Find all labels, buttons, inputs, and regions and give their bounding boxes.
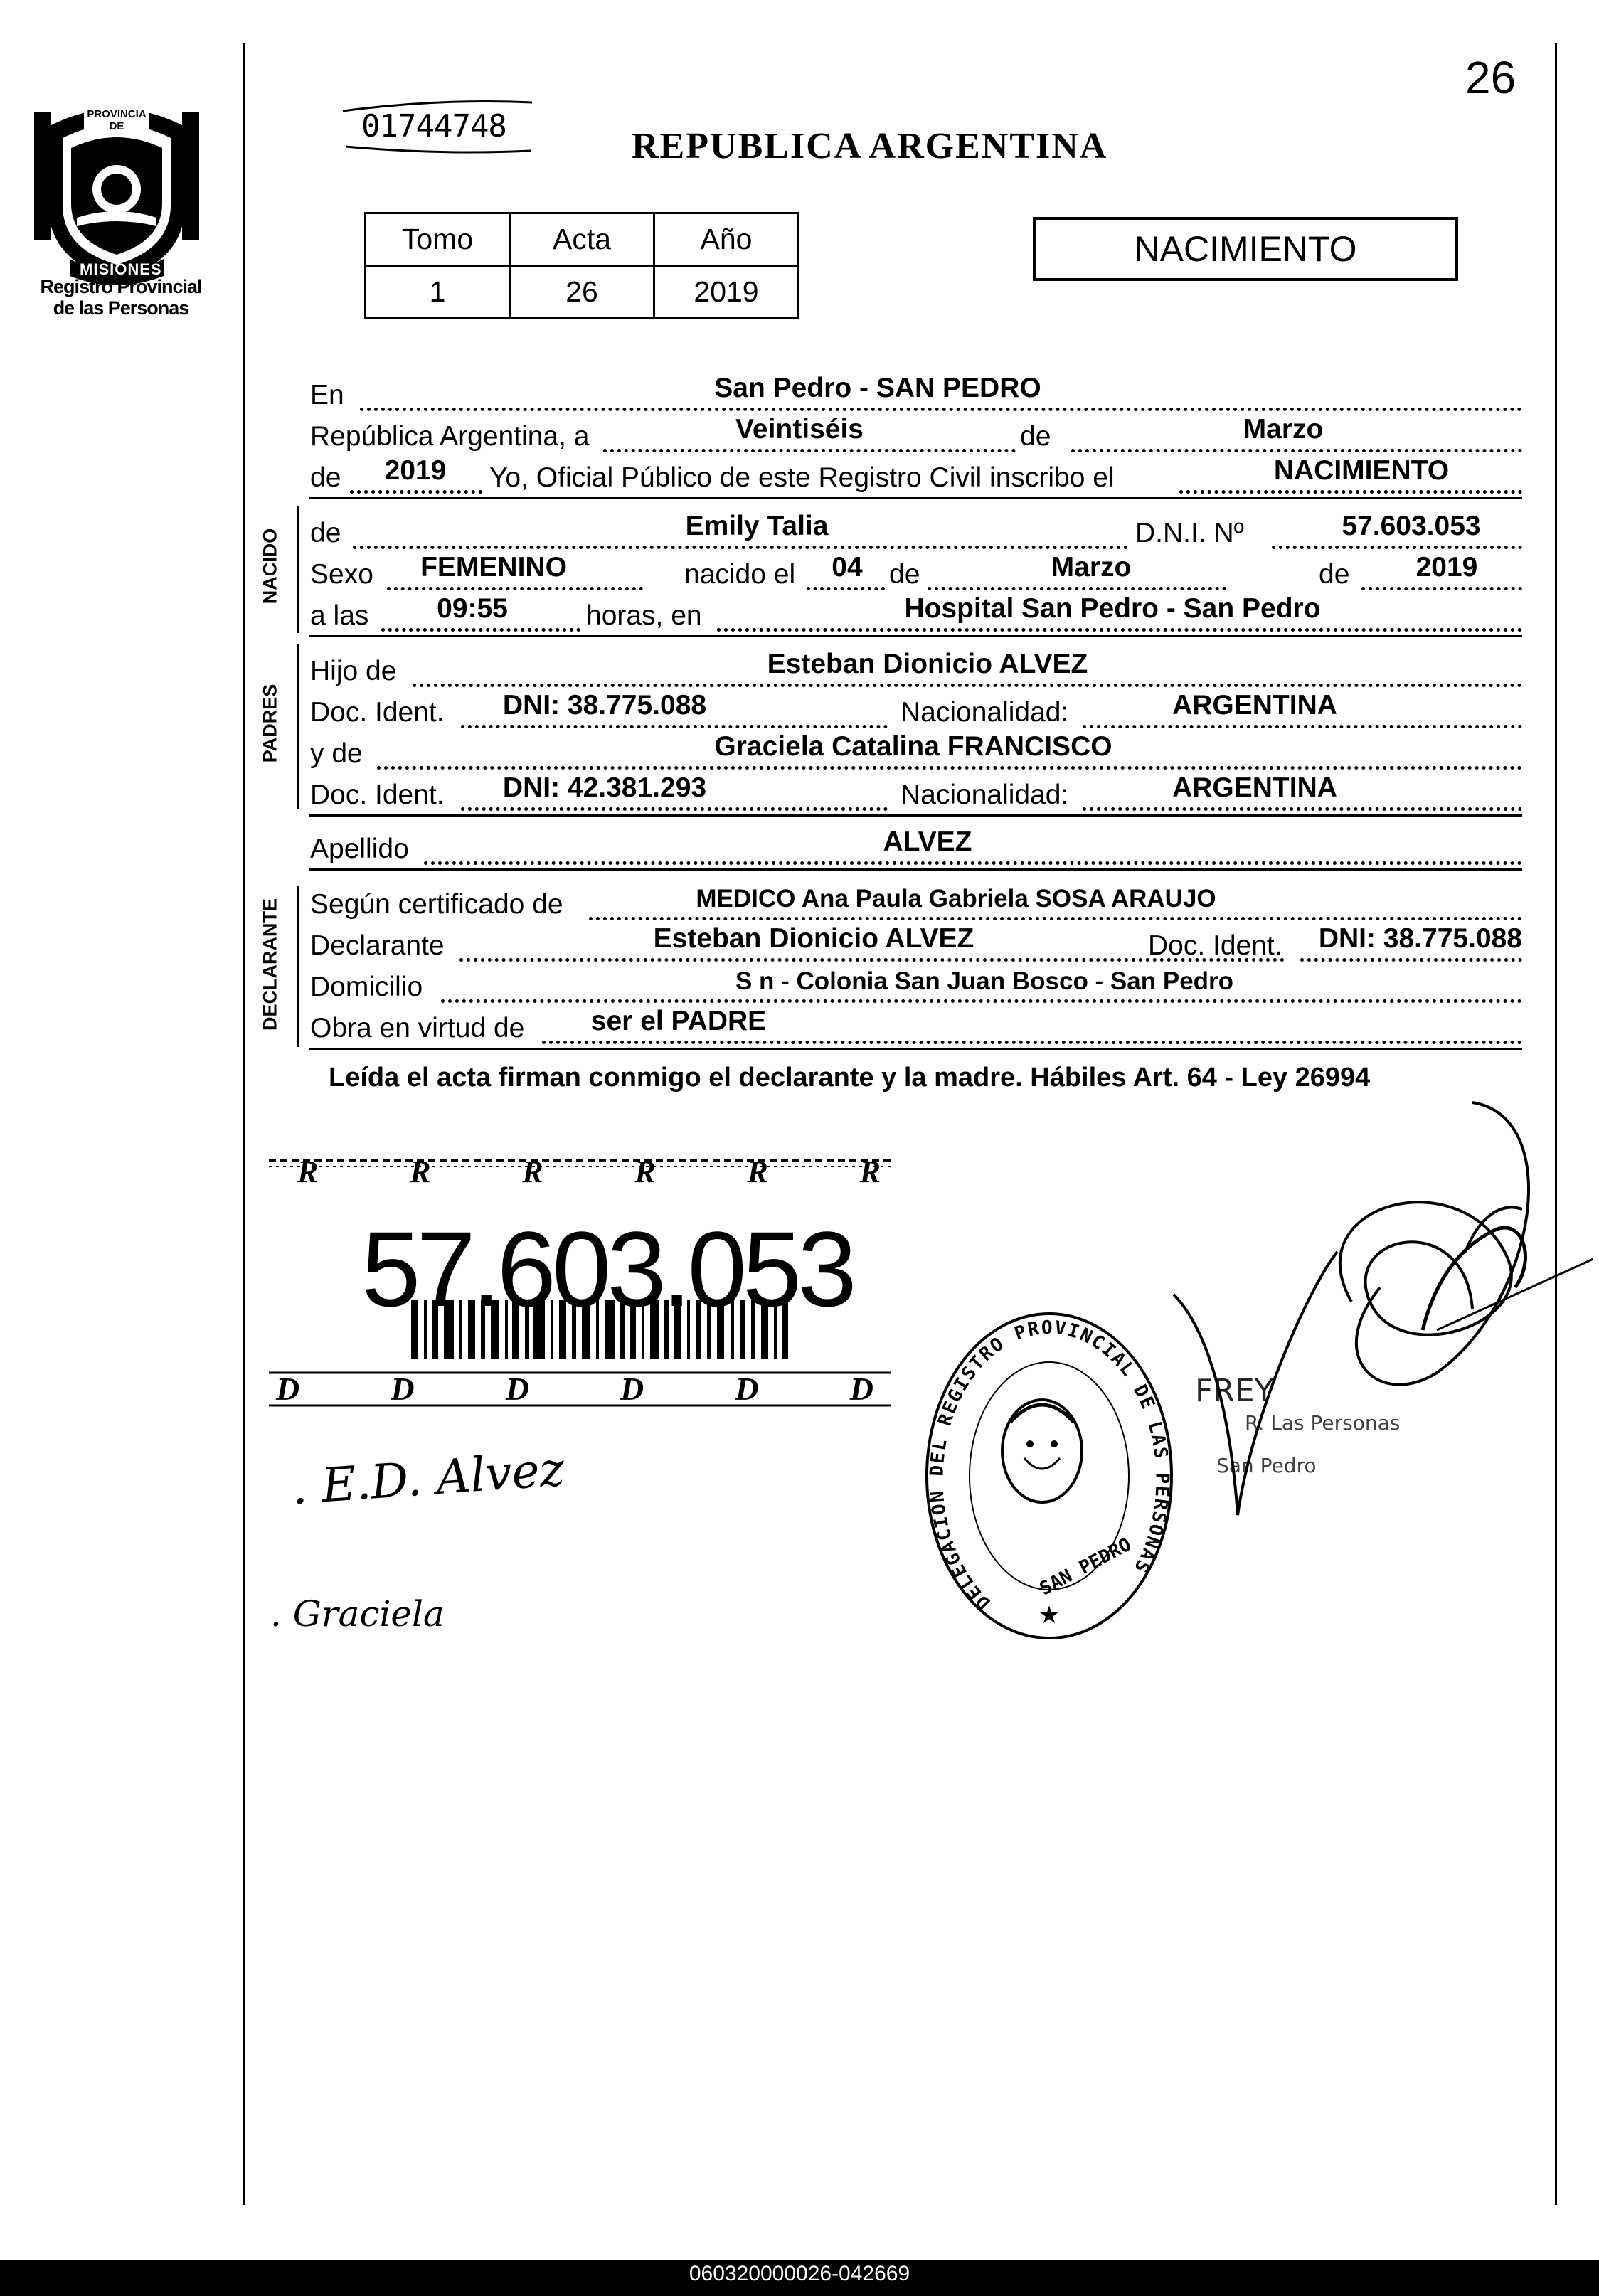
label-sexo: Sexo — [310, 559, 373, 590]
header-anio: Año — [654, 213, 799, 266]
label-inscripcion: Yo, Oficial Público de este Registro Civil inscribo el — [489, 462, 1115, 493]
side-label-declarante: DECLARANTE — [259, 898, 281, 1031]
value-en: San Pedro - SAN PEDRO — [714, 373, 1041, 403]
label-y-de: y de — [310, 738, 363, 769]
registry-caption — [17, 276, 225, 319]
closing-statement: Leída el acta firman conmigo el declarante y la madre. Hábiles Art. 64 - Ley 26994 — [329, 1063, 1371, 1093]
emblem-bottom-text: MISIONES — [80, 260, 162, 278]
row-certificado — [309, 881, 1522, 922]
serial-stamp — [340, 91, 536, 162]
label-apellido: Apellido — [310, 834, 409, 864]
row-en — [309, 371, 1522, 413]
value-padre-doc: DNI: 38.775.088 — [502, 690, 707, 721]
label-dni: D.N.I. Nº — [1135, 518, 1244, 548]
value-obra: ser el PADRE — [590, 1006, 767, 1036]
label-de-nombre: de — [310, 518, 341, 548]
row-nacido-nombre — [309, 509, 1522, 551]
row-declarante — [309, 922, 1522, 963]
madre-signature: . Graciela — [270, 1593, 445, 1635]
stamp-head-figure — [1002, 1400, 1082, 1502]
value-lugar: Hospital San Pedro - San Pedro — [904, 593, 1321, 624]
reference-table-header-row — [366, 213, 799, 266]
label-segun-certificado: Según certificado de — [310, 889, 563, 920]
divider-line — [309, 814, 1522, 817]
value-padre: Esteban Dionicio ALVEZ — [767, 649, 1088, 679]
row-nacido-hora — [309, 592, 1522, 633]
label-de-birth-month: de — [889, 559, 920, 590]
label-nacionalidad-madre: Nacionalidad: — [901, 780, 1069, 810]
value-birth-year: 2019 — [1415, 552, 1478, 583]
label-doc-ident-madre: Doc. Ident. — [310, 780, 445, 810]
pattern-r-glyph: R — [410, 1154, 431, 1189]
label-doc-ident-padre: Doc. Ident. — [310, 697, 445, 728]
value-anio: 2019 — [654, 266, 799, 319]
value-madre: Graciela Catalina FRANCISCO — [714, 731, 1112, 762]
pattern-r-glyph: R — [859, 1154, 881, 1189]
label-nacionalidad-padre: Nacionalidad: — [901, 697, 1069, 728]
pattern-d-glyph: D — [620, 1371, 644, 1407]
value-birth-day: 04 — [832, 552, 863, 583]
value-birth-month: Marzo — [1051, 552, 1132, 583]
pattern-d-glyph: D — [391, 1371, 415, 1407]
left-margin-line — [243, 43, 245, 2205]
serial-number: 01744748 — [361, 108, 506, 144]
row-apellido — [309, 825, 1522, 866]
value-declarante: Esteban Dionicio ALVEZ — [653, 923, 974, 954]
value-year: 2019 — [384, 455, 447, 486]
row-domicilio — [309, 963, 1522, 1004]
side-label-nacido: NACIDO — [259, 528, 281, 605]
row-padre-doc — [309, 689, 1522, 730]
label-a-las: a las — [310, 600, 369, 631]
emblem-top-text: PROVINCIA DE — [84, 108, 149, 132]
provincia-misiones-emblem — [34, 98, 199, 285]
pattern-r-glyph: R — [634, 1154, 656, 1189]
value-madre-nacionalidad: ARGENTINA — [1172, 772, 1337, 803]
sticker-pattern-top — [297, 1154, 881, 1190]
value-padre-nacionalidad: ARGENTINA — [1172, 690, 1337, 721]
value-month: Marzo — [1243, 414, 1324, 445]
pattern-d-glyph: D — [505, 1371, 529, 1407]
divider-line — [309, 497, 1522, 499]
header-tomo: Tomo — [366, 213, 510, 266]
pattern-d-glyph: D — [735, 1371, 759, 1407]
reference-table-value-row — [366, 266, 799, 319]
stamp-star-icon: ★ — [1038, 1602, 1061, 1629]
registry-delegation-stamp — [918, 1302, 1181, 1650]
value-sexo: FEMENINO — [420, 552, 567, 583]
label-domicilio: Domicilio — [310, 972, 423, 1002]
dni-sticker — [269, 1151, 891, 1410]
document-title: REPUBLICA ARGENTINA — [632, 126, 1108, 166]
footer-document-code: 060320000026-042669 — [689, 2262, 910, 2285]
row-padre — [309, 647, 1522, 689]
official-stamp-line1: FREY — [1195, 1373, 1274, 1409]
value-hora: 09:55 — [437, 593, 508, 624]
label-obra-en-virtud: Obra en virtud de — [310, 1013, 525, 1043]
value-declarante-doc: DNI: 38.775.088 — [1318, 923, 1522, 954]
value-certificado: MEDICO Ana Paula Gabriela SOSA ARAUJO — [696, 885, 1216, 913]
pattern-d-glyph: D — [849, 1371, 873, 1407]
label-declarante: Declarante — [310, 930, 445, 961]
label-nacido-el: nacido el — [684, 559, 796, 590]
official-stamp-line2: R. Las Personas — [1245, 1411, 1401, 1435]
row-fecha — [309, 413, 1522, 454]
label-doc-ident-declarante: Doc. Ident. — [1148, 930, 1282, 961]
record-type-box: NACIMIENTO — [1033, 217, 1458, 281]
side-label-padres: PADRES — [259, 684, 281, 763]
pattern-r-glyph: R — [522, 1154, 543, 1189]
header-acta: Acta — [510, 213, 654, 266]
divider-line — [309, 868, 1522, 871]
official-stamp-line3: San Pedro — [1216, 1454, 1317, 1477]
pattern-r-glyph: R — [297, 1154, 319, 1189]
value-tomo: 1 — [366, 266, 510, 319]
label-de-mes: de — [1020, 421, 1051, 452]
pattern-r-glyph: R — [747, 1154, 768, 1189]
row-obra — [309, 1004, 1522, 1046]
label-de-anio: de — [310, 462, 341, 493]
value-domicilio: S n - Colonia San Juan Bosco - San Pedro — [735, 967, 1234, 995]
label-horas-en: horas, en — [586, 600, 702, 631]
label-en: En — [310, 380, 344, 410]
row-nacido-sexo — [309, 551, 1522, 592]
stamp-inner-text: SAN PEDRO — [1036, 1534, 1135, 1600]
pattern-d-glyph: D — [276, 1371, 300, 1407]
page-number: 26 — [1465, 52, 1516, 103]
value-apellido: ALVEZ — [883, 827, 972, 857]
value-day: Veintiséis — [735, 414, 864, 445]
nacido-bracket — [297, 506, 299, 633]
value-dni: 57.603.053 — [1342, 511, 1481, 541]
sticker-dni-number: 57.603.053 — [361, 1209, 853, 1329]
sticker-pattern-bottom — [276, 1370, 873, 1408]
declarante-bracket — [297, 886, 299, 1047]
stamp-ring-text: DELEGACION DEL REGISTRO PROVINCIAL DE LAS PERSONAS — [926, 1317, 1173, 1614]
row-madre-doc — [309, 771, 1522, 812]
label-hijo-de: Hijo de — [310, 656, 397, 686]
value-madre-doc: DNI: 42.381.293 — [502, 772, 707, 803]
row-madre — [309, 730, 1522, 771]
row-inscripcion — [309, 454, 1522, 495]
padres-bracket — [297, 644, 299, 809]
divider-line — [309, 635, 1522, 637]
reference-table — [364, 212, 800, 319]
official-signature — [1167, 1074, 1593, 1572]
declarante-signature: . E.D. Alvez — [289, 1441, 566, 1516]
label-republica-a: República Argentina, a — [310, 421, 590, 452]
label-de-birth-year: de — [1319, 559, 1350, 590]
registry-caption-line2: de las Personas — [53, 297, 189, 319]
value-nombre: Emily Talia — [685, 511, 829, 541]
registry-caption-line1: Registro Provincial — [40, 276, 202, 297]
divider-line — [309, 1048, 1522, 1050]
value-acta: 26 — [510, 266, 654, 319]
value-record-type: NACIMIENTO — [1273, 455, 1450, 486]
